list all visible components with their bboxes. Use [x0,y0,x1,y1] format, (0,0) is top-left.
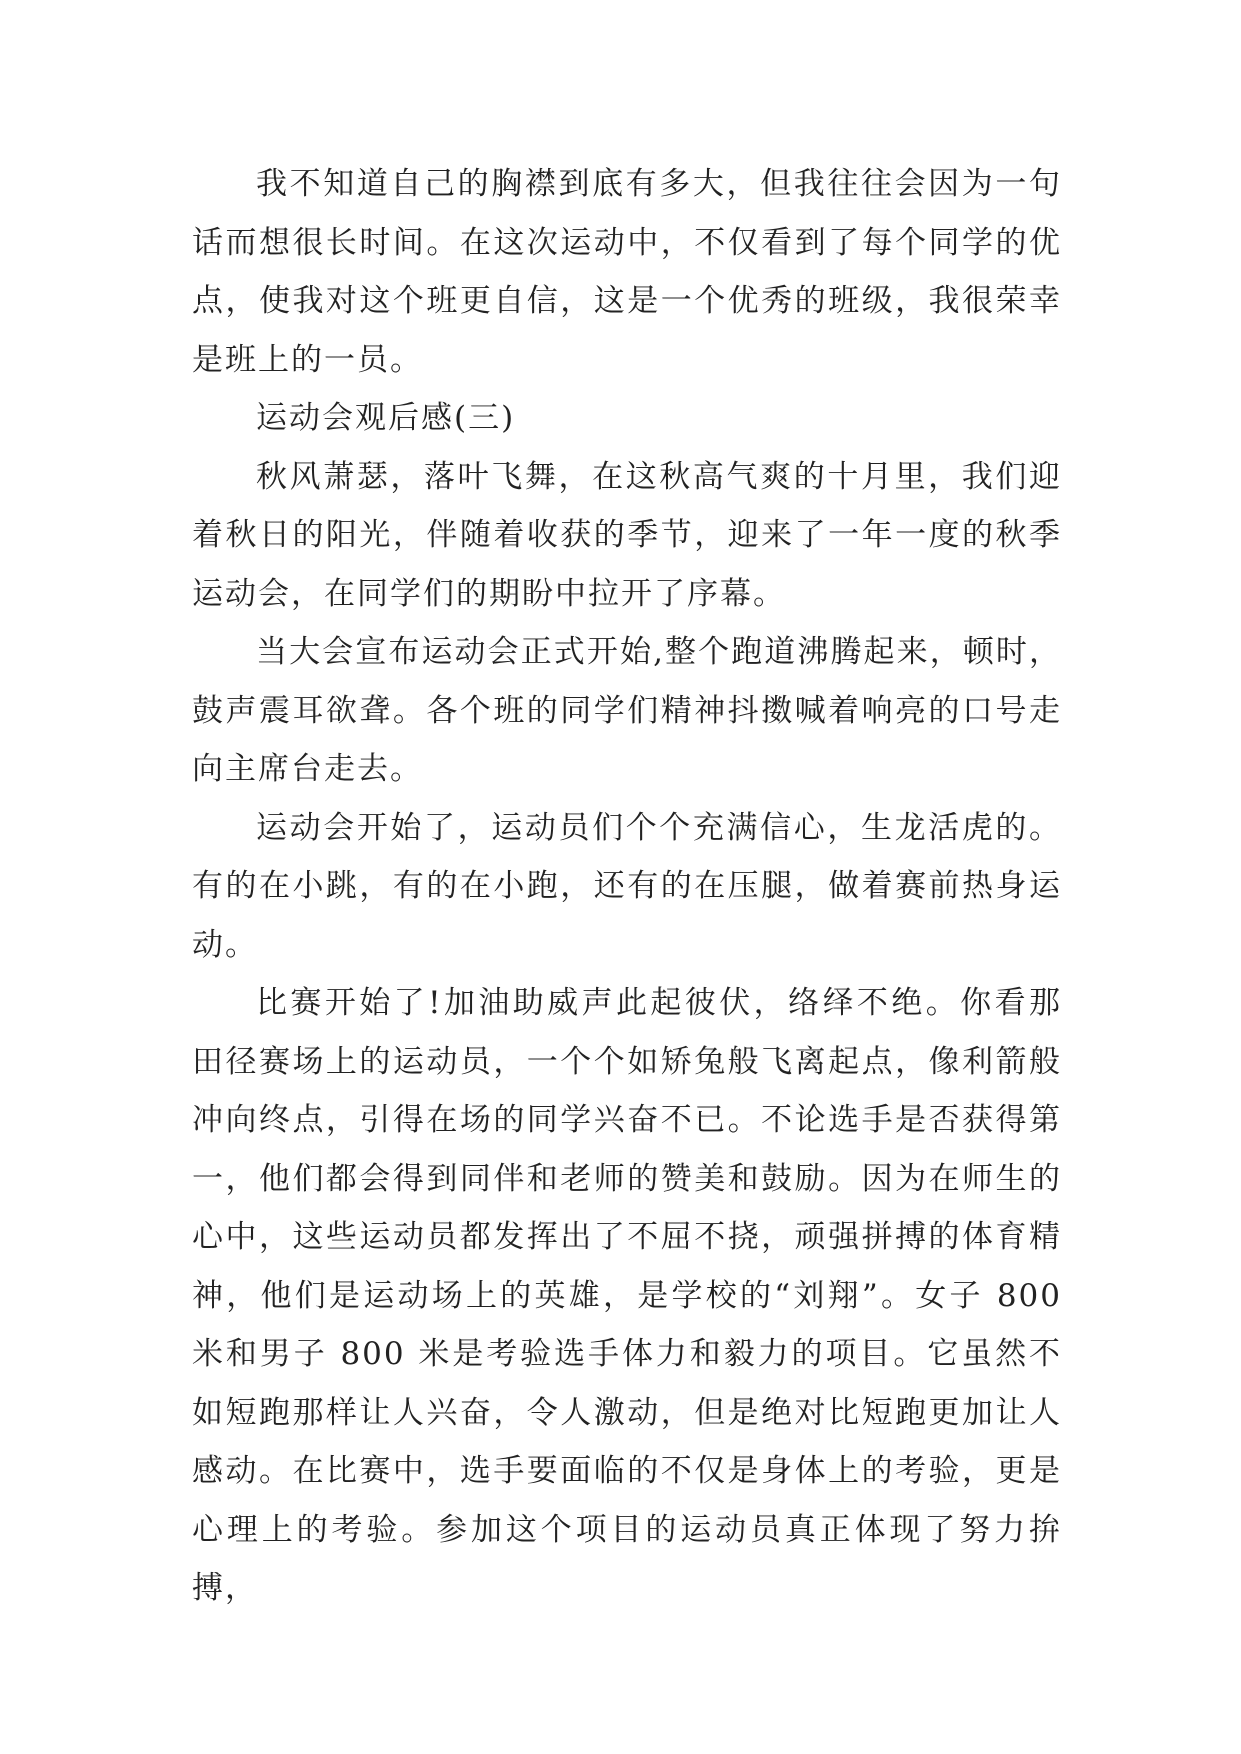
body-text [192,155,1062,1618]
paragraph: 比赛开始了!加油助威声此起彼伏，络绎不绝。你看那田径赛场上的运动员，一个个如矫兔般飞离起点，像利箭般冲向终点，引得在场的同学兴奋不已。不论选手是否获得第一，他们都会得到同伴和老师的赞美和鼓励。因为在师生的心中，这些运动员都发挥出了不屈不挠，顽强拼搏的体育精神，他们是运动场上的英雄，是学校的“刘翔”。女子 800 米和男子 800 米是考验选手体力和毅力的项目。它虽然不如短跑那样让人兴奋，令人激动，但是绝对比短跑更加让人感动。在比赛中，选手要面临的不仅是身体上的考验，更是心理上的考验。参加这个项目的运动员真正体现了努力拚搏， [192,985,1062,1606]
section-heading: 运动会观后感(三) [256,400,516,436]
paragraph: 秋风萧瑟，落叶飞舞，在这秋高气爽的十月里，我们迎着秋日的阳光，伴随着收获的季节，迎来了一年一度的秋季运动会，在同学们的期盼中拉开了序幕。 [192,458,1062,612]
paragraph: 我不知道自己的胸襟到底有多大，但我往往会因为一句话而想很长时间。在这次运动中，不仅看到了每个同学的优点，使我对这个班更自信，这是一个优秀的班级，我很荣幸是班上的一员。 [192,166,1062,378]
paragraph: 运动会开始了，运动员们个个充满信心，生龙活虎的。有的在小跳，有的在小跑，还有的在压腿，做着赛前热身运动。 [192,809,1062,963]
paragraph: 当大会宣布运动会正式开始,整个跑道沸腾起来，顿时，鼓声震耳欲聋。各个班的同学们精神抖擞喊着响亮的口号走向主席台走去。 [192,634,1062,787]
